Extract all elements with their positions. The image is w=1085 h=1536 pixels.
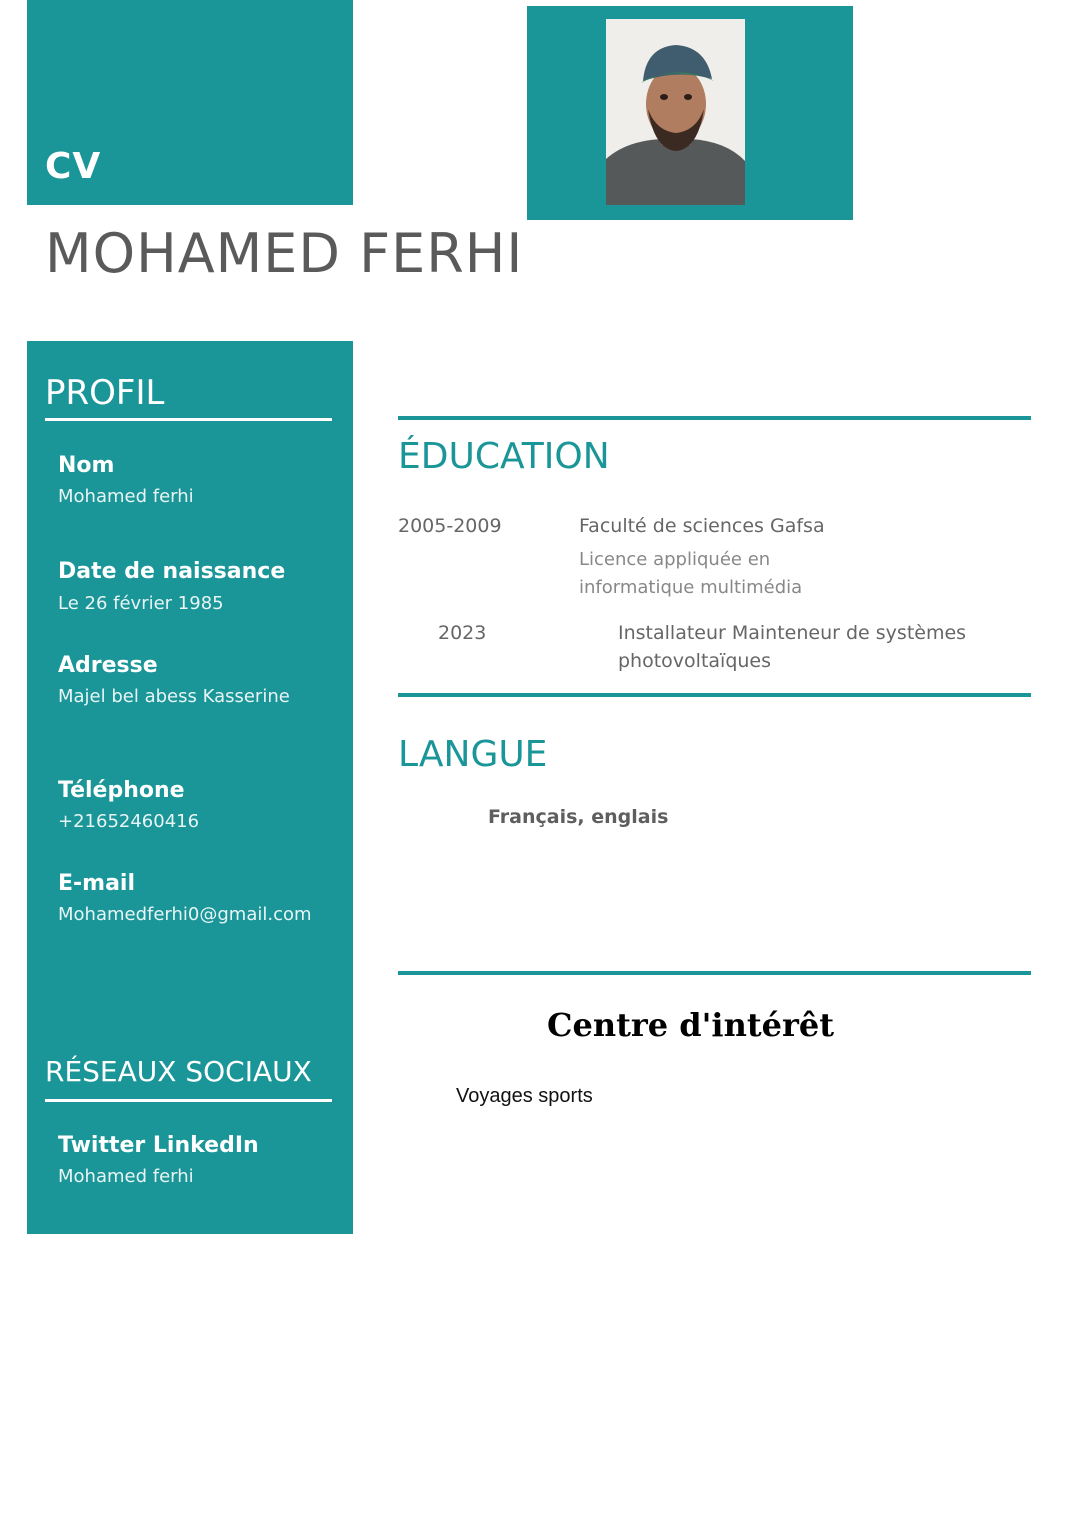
interests-value: Voyages sports — [456, 1085, 593, 1107]
photo-frame — [527, 6, 853, 220]
profile-photo — [606, 19, 745, 205]
birthdate-value: Le 26 février 1985 — [58, 593, 224, 614]
education-heading: ÉDUCATION — [398, 436, 610, 477]
email-label: E-mail — [58, 871, 136, 896]
full-name: MOHAMED FERHI — [45, 222, 524, 285]
education-years-2: 2023 — [438, 622, 487, 644]
profile-heading: PROFIL — [45, 373, 165, 413]
name-value: Mohamed ferhi — [58, 486, 194, 507]
language-value: Français, englais — [488, 806, 669, 828]
interests-top-rule — [398, 971, 1031, 975]
education-title-2b: photovoltaïques — [618, 650, 772, 672]
interests-heading: Centre d'intérêt — [547, 1006, 834, 1044]
social-heading: RÉSEAUX SOCIAUX — [45, 1055, 312, 1088]
profile-divider — [45, 418, 332, 421]
phone-label: Téléphone — [58, 778, 185, 803]
education-title-2a: Installateur Mainteneur de systèmes — [618, 622, 967, 644]
language-heading: LANGUE — [398, 734, 548, 775]
address-label: Adresse — [58, 653, 158, 678]
phone-value: +21652460416 — [58, 811, 200, 832]
birthdate-label: Date de naissance — [58, 559, 286, 584]
name-label: Nom — [58, 453, 115, 478]
education-school-1: Faculté de sciences Gafsa — [579, 515, 825, 537]
profile-sidebar — [27, 341, 353, 1234]
cv-label: CV — [45, 146, 102, 187]
education-top-rule — [398, 416, 1031, 420]
education-detail-1a: Licence appliquée en — [579, 549, 771, 570]
cv-banner — [27, 0, 353, 205]
address-value: Majel bel abess Kasserine — [58, 686, 290, 707]
social-divider — [45, 1099, 332, 1102]
language-top-rule — [398, 693, 1031, 697]
email-value: Mohamedferhi0@gmail.com — [58, 904, 312, 925]
education-detail-1b: informatique multimédia — [579, 577, 803, 598]
social-value: Mohamed ferhi — [58, 1166, 194, 1187]
education-years-1: 2005-2009 — [398, 515, 502, 537]
social-label: Twitter LinkedIn — [58, 1133, 259, 1158]
